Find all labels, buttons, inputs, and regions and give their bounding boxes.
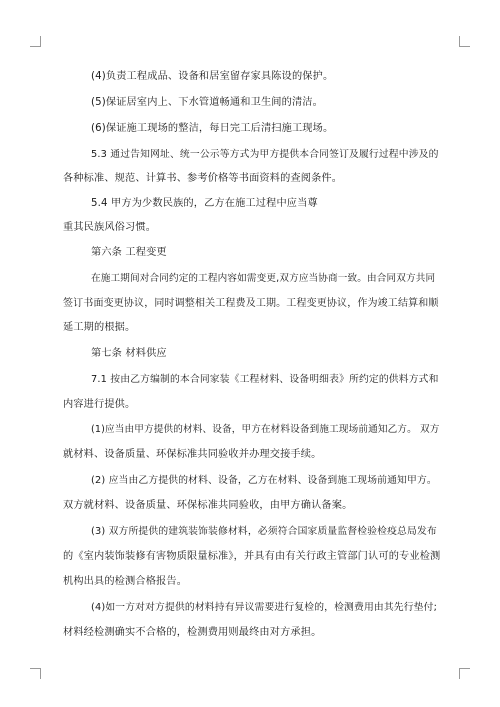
paragraph-line: 重其民族风俗习惯。 — [63, 222, 157, 233]
paragraph-line: 5.4 甲方为少数民族的，乙方在施工过程中应当尊 — [91, 198, 318, 209]
section-heading: 第六条 工程变更 — [91, 247, 167, 258]
paragraph-line: 的《室内装饰装修有害物质限量标准》，并具有由有关行政主管部门认可的专业检测 — [63, 551, 441, 562]
paragraph-line: (3) 双方所提供的建筑装饰装修材料，必须符合国家质量监督检验检疫总局发布 — [91, 526, 437, 537]
paragraph-line: 7.1 按由乙方编制的本合同家装《工程材料、设备明细表》所约定的供料方式和 — [91, 374, 439, 385]
paragraph-line: (4)如一方对对方提供的材料持有异议需要进行复检的，检测费用由其先行垫付; — [91, 602, 438, 613]
paragraph-line: 在施工期间对合同约定的工程内容如需变更,双方应当协商一致。由合同双方共同 — [91, 273, 436, 284]
paragraph-line: 就材料、设备质量、环保标准共同验收并办理交接手续。 — [63, 449, 322, 460]
crop-mark-bottom-left — [30, 668, 41, 679]
paragraph-line: 签订书面变更协议，同时调整相关工程费及工期。工程变更协议，作为竣工结算和顺 — [63, 298, 439, 309]
paragraph-line: (6)保证施工现场的整洁，每日完工后清扫施工现场。 — [91, 123, 334, 134]
paragraph-line: 5.3 通过告知网址、统一公示等方式为甲方提供本合同签订及履行过程中涉及的 — [91, 149, 439, 160]
paragraph-line: 延工期的根据。 — [63, 322, 136, 333]
paragraph-line: (2) 应当由乙方提供的材料、设备，乙方在材料、设备到施工现场前通知甲方。 — [91, 475, 437, 486]
section-heading: 第七条 材料供应 — [91, 348, 167, 359]
crop-mark-bottom-right — [459, 668, 470, 679]
paragraph-line: (5)保证居室内上、下水管道畅通和卫生间的清洁。 — [91, 97, 323, 108]
paragraph-line: (1)应当由甲方提供的材料、设备，甲方在材料设备到施工现场前通知乙方。 双方 — [91, 424, 440, 435]
paragraph-line: 材料经检测确实不合格的，检测费用则最终由对方承担。 — [63, 627, 322, 638]
crop-mark-top-right — [459, 36, 470, 47]
crop-mark-top-left — [30, 36, 41, 47]
paragraph-line: 双方就材料、设备质量、环保标准共同验收，由甲方确认备案。 — [63, 500, 353, 511]
paragraph-line: 机构出具的检测合格报告。 — [63, 576, 188, 587]
paragraph-line: (4)负责工程成品、设备和居室留存家具陈设的保护。 — [91, 71, 334, 82]
paragraph-line: 内容进行提供。 — [63, 399, 136, 410]
paragraph-line: 各种标准、规范、计算书、参考价格等书面资料的查阅条件。 — [63, 173, 343, 184]
